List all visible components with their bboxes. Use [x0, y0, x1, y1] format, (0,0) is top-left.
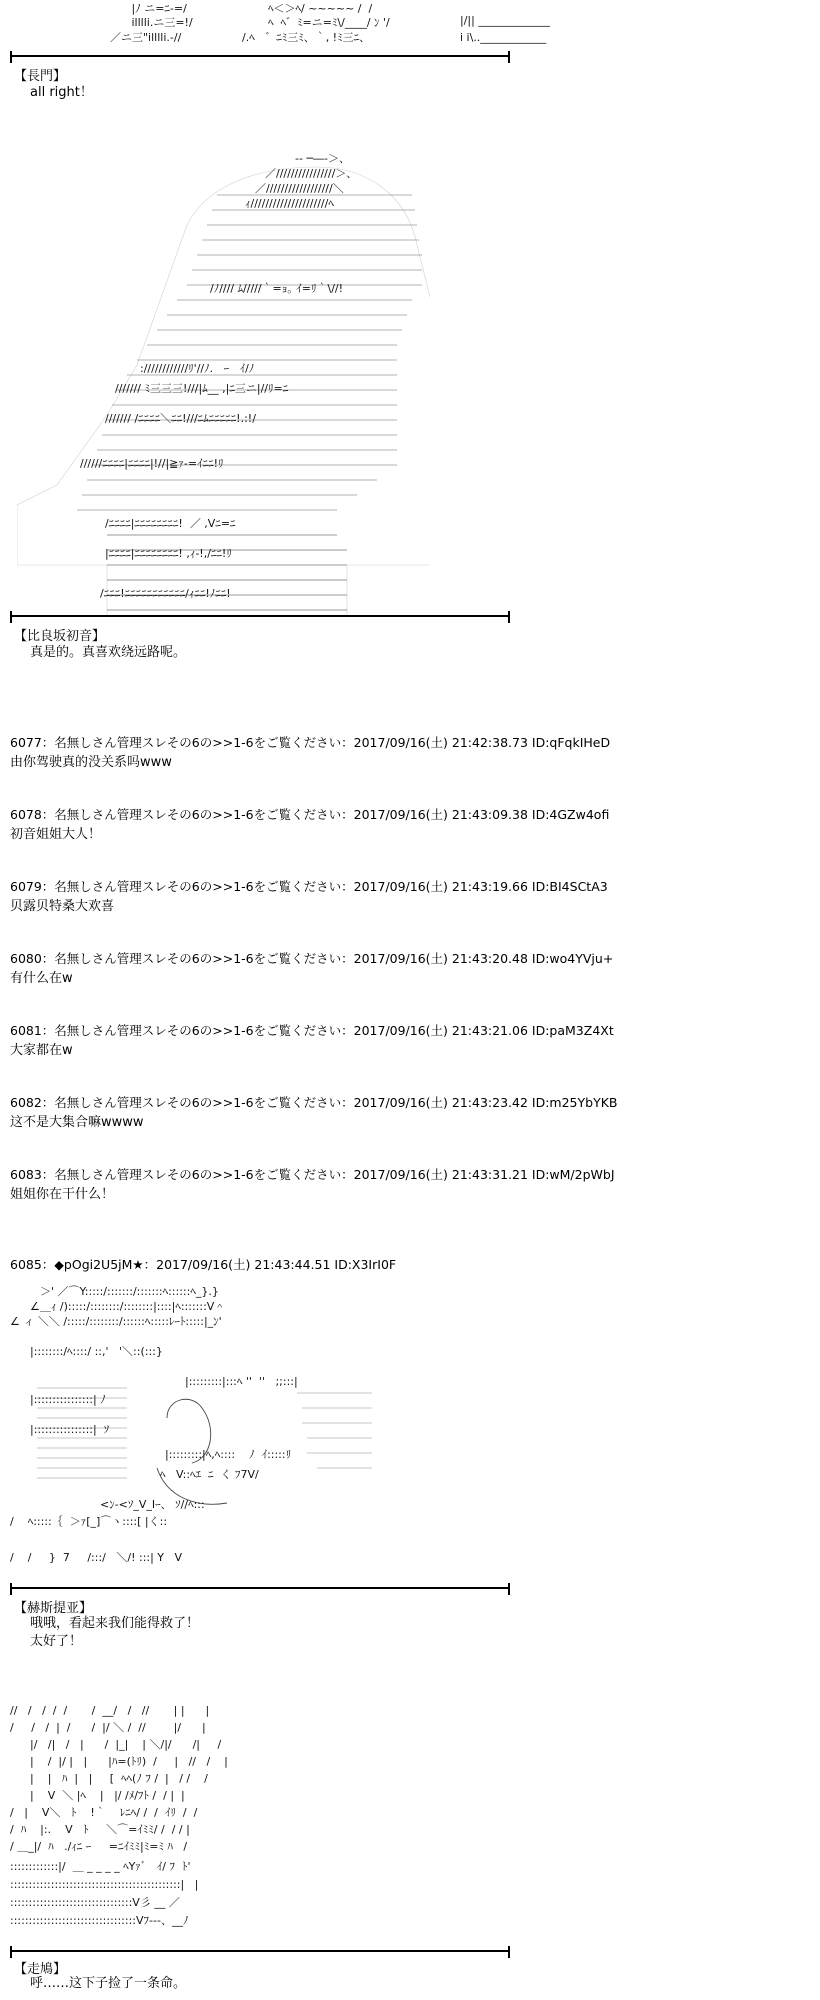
ascii-art-line: | | ﾊ | | [ ﾍﾍ(ﾉ ﾌ / | / / /	[30, 1772, 208, 1785]
dialogue-line: 真是的。真喜欢绕远路呢。	[30, 645, 187, 660]
ascii-art-line: ﾍ＜＞ﾍ/ ~~~~~ / /	[268, 2, 373, 15]
post-body: 贝露贝特桑大欢喜	[10, 899, 115, 914]
ascii-art-line: / ＿_|/ ﾊ ./ｨﾆ ｰ =ﾆｲﾐﾐ|ﾐ=ﾐ ﾊ /	[10, 1840, 188, 1853]
ascii-art-line: ﾍ ﾍ゛ﾐ=ニ=ﾐ\/____/ ﾝ '/	[268, 16, 390, 29]
speaker-name: 【比良坂初音】	[14, 629, 106, 644]
ascii-art-line: /ﾆﾆﾆﾆ|ﾆﾆﾆﾆﾆﾆﾆﾆ! ／ ,Ⅴﾆ=ﾆ	[105, 517, 236, 530]
ascii-art-line: / / } 7 /:::/ ＼/! :::| Y V	[10, 1551, 183, 1564]
ascii-art-line: | / |/ | | |ﾊ=(ﾄﾘ) / | // / |	[30, 1755, 228, 1768]
scene-divider	[10, 615, 510, 617]
ascii-art-line: |ﾆﾆﾆﾆ|ﾆﾆﾆﾆﾆﾆﾆﾆ! ,ｨ-!,/ﾆﾆ!ﾘ	[105, 547, 232, 560]
post-header: 6078：名無しさん管理スレその6の>>1-6をご覧ください：2017/09/16(土) 21:43:09.38 ID:4GZw4ofi	[10, 807, 610, 822]
scene-divider	[10, 1587, 510, 1589]
ascii-art-line: ﾍ V::ﾍｴ ﾆ く ﾌ7V/	[160, 1468, 259, 1481]
ascii-art-line: ::::::::::::::::::::::::::::::::::Vﾌ---、__ﾉ	[10, 1914, 189, 1927]
ascii-art-line: |::::::::::::::::| ﾉ	[30, 1393, 117, 1406]
ascii-art-line: / | V＼ ﾄ !｀ ﾚﾆﾍ/ / / ｲﾘ / /	[10, 1806, 198, 1819]
ascii-art-line: |/ /| / | / |_| | ＼/|/ /| /	[30, 1738, 222, 1751]
ascii-art-line: i i\..____________	[460, 31, 547, 44]
ascii-art-line: ＞' ／⌒Y:::::/:::::::/:::::::ﾍ::::::ﾍ_}.}	[40, 1285, 219, 1298]
ascii-art-line: ∠ ィ ＼＼ /:::::/::::::::/::::::ﾍ:::::ﾚｰﾄ:::::|_ﾝ'	[10, 1315, 222, 1328]
ascii-art-hatsune	[10, 150, 430, 615]
ascii-art-line: ｨ/////////////////////ﾍ	[245, 197, 334, 210]
ascii-art-line: |::::::::/ﾍ::::/ ::,' '＼::(:::}	[30, 1345, 170, 1358]
ascii-art-line: /ﾆﾆﾆ!ﾆﾆﾆﾆﾆﾆﾆﾆﾆﾆﾆ/ｨﾆﾆ!ﾉﾆﾆ!	[100, 587, 231, 600]
speaker-name: 【長門】	[14, 69, 67, 84]
ascii-art-line: / ﾍ:::::｛ ＞ｧ[_]⌒ヽ::::[ |く::	[10, 1515, 168, 1528]
ascii-art-line: ::::::::::::::::::::::::::::::::::::::::::::::| |	[10, 1878, 199, 1891]
author-post-header: 6085：◆pOgi2U5jM★：2017/09/16(土) 21:43:44.51 ID:X3IrI0F	[10, 1257, 397, 1272]
ascii-art-top	[10, 0, 650, 52]
ascii-art-line: |/|| _____________	[460, 14, 550, 27]
scene-divider	[10, 1950, 510, 1952]
ascii-art-line: /////// ﾐ三三三!///|ﾑ__ ,|ﾆ三ニ|//ﾘ=ﾆ	[115, 382, 289, 395]
ascii-art-line: / / / | / / |/ ＼ / // |/ |	[10, 1721, 206, 1734]
post-body: 姐姐你在干什么！	[10, 1187, 115, 1202]
ascii-art-hashire	[10, 1702, 390, 1962]
ascii-art-line: -- ─―-＞、	[295, 152, 351, 165]
ascii-art-line: |:::::::::|ﾍ,ﾍ:::: ﾉ ｲ:::::ﾘ	[165, 1448, 292, 1461]
dialogue-line: all right！	[30, 85, 93, 100]
ascii-art-line: ∠＿ｨ /):::::/::::::::/::::::::|::::|ﾍ:::::::V＾	[30, 1300, 226, 1313]
ascii-art-line: |ﾉ ニ=ﾆ-=/	[128, 2, 187, 15]
post-body: 初音姐姐大人！	[10, 827, 102, 842]
post-header: 6080：名無しさん管理スレその6の>>1-6をご覧ください：2017/09/16(土) 21:43:20.48 ID:wo4YVju+	[10, 951, 614, 966]
post-body: 有什么在w	[10, 971, 73, 986]
ascii-art-line: <ﾝ-<ｿ_V_Iｰ、 ｿ//ﾍ:::	[100, 1498, 205, 1511]
ascii-art-line: //////ﾆﾆﾆﾆ|ﾆﾆﾆﾆ|!//|≧ｧ-=ｲﾆﾆ!ﾘ	[80, 457, 224, 470]
dialogue-line: 太好了！	[30, 1634, 83, 1649]
post-body: 大家都在w	[10, 1043, 73, 1058]
scene-divider	[10, 55, 510, 57]
ascii-art-line: ／////////////////＞、	[265, 167, 358, 180]
post-body: 由你驾驶真的没关系吗www	[10, 755, 172, 770]
ascii-art-line: / ﾊ |:. V ﾄ ＼⌒=ｲﾐﾐ/ / / / |	[10, 1823, 190, 1836]
ascii-art-line: :::::::::::::|/ ＿ _ _ _ _ ﾍYｧﾞ ｲ/ ﾌ ﾄ'	[10, 1860, 191, 1873]
ascii-art-line: /.ﾍ ゛ﾆﾐ三ﾐ、｀, !ﾐ三ﾆ、	[242, 31, 371, 44]
post-header: 6083：名無しさん管理スレその6の>>1-6をご覧ください：2017/09/16(土) 21:43:31.21 ID:wM/2pWbJ	[10, 1167, 615, 1182]
dialogue-line: 哦哦，看起来我们能得救了！	[30, 1616, 200, 1631]
ascii-art-line: illlli.ニ三=!/	[128, 16, 193, 29]
ascii-art-line: ／//////////////////＼	[255, 182, 344, 195]
dialogue-line: 呼……这下子捡了一条命。	[30, 1976, 187, 1991]
ascii-art-line: |::::::::::::::::| ｿ	[30, 1423, 117, 1436]
ascii-art-line: /ﾉ//// ﾑ/////｀=ｮ｡ ｲ=ﾘ｀\//!	[210, 282, 344, 295]
ascii-art-line: /////// /ﾆﾆﾆﾆ＼ﾆﾆ!///ﾆﾑﾆﾆﾆﾆﾆ!.:!/	[105, 412, 256, 425]
speaker-name: 【赫斯提亚】	[14, 1601, 93, 1616]
post-header: 6082：名無しさん管理スレその6の>>1-6をご覧ください：2017/09/16(土) 21:43:23.42 ID:m25YbYKB	[10, 1095, 618, 1110]
post-header: 6077：名無しさん管理スレその6の>>1-6をご覧ください：2017/09/16(土) 21:42:38.73 ID:qFqkIHeD	[10, 735, 611, 750]
post-header: 6081：名無しさん管理スレその6の>>1-6をご覧ください：2017/09/16(土) 21:43:21.06 ID:paM3Z4Xt	[10, 1023, 614, 1038]
post-header: 6079：名無しさん管理スレその6の>>1-6をご覧ください：2017/09/16(土) 21:43:19.66 ID:BI4SCtA3	[10, 879, 608, 894]
ascii-art-line: :::::::::::::::::::::::::::::::::V彡 __ ／	[10, 1896, 180, 1909]
ascii-art-line: ／ニ三"illlli.-//	[110, 31, 182, 44]
ascii-art-line: |:::::::::|:::ﾍ '' '' ;;:::|	[185, 1375, 298, 1388]
ascii-art-line: | V ＼ |ﾍ | |/ /ﾒ/ﾌﾄ / / | |	[30, 1789, 185, 1802]
ascii-art-line: // / / / / / __/ / // | | |	[10, 1704, 210, 1717]
ascii-art-line: :////////////ﾘ'//ﾉ. ｰ ｲ/ﾉ	[140, 362, 255, 375]
post-body: 这不是大集合嘛wwww	[10, 1115, 144, 1130]
speaker-name: 【走鳩】	[14, 1962, 67, 1977]
ascii-art-hestia	[10, 1283, 380, 1583]
ascii-art-hestia-shading	[17, 1298, 380, 1584]
